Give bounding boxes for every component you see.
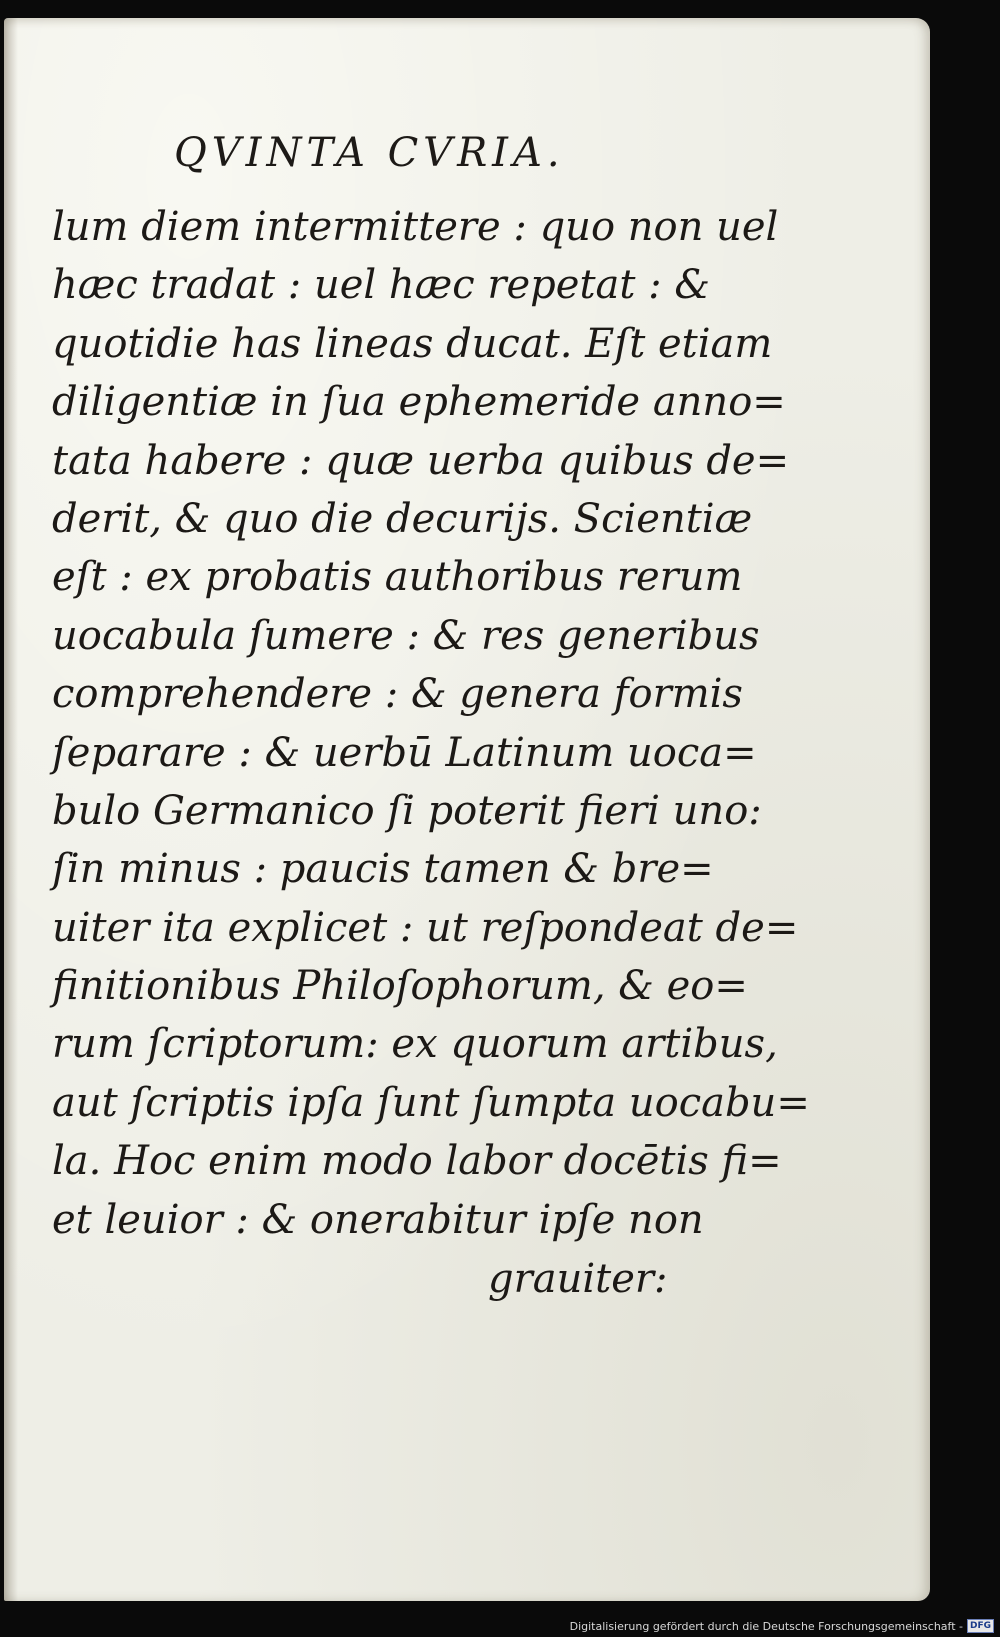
catchword: grauiter: — [488, 1256, 668, 1302]
page-gutter-shadow — [4, 18, 18, 1601]
text-line: et leuior : & onerabitur ipſe non — [52, 1196, 704, 1243]
text-line: uocabula ſumere : & res generibus — [52, 612, 760, 659]
text-line: eſt : ex probatis authoribus rerum — [52, 554, 743, 601]
text-line: ſeparare : & uerbū Latinum uoca= — [52, 729, 757, 776]
text-line: tata habere : quæ uerba quibus de= — [52, 437, 790, 484]
text-line: lum diem intermittere : quo non uel — [52, 204, 779, 250]
text-line: quotidie has lineas ducat. Eſt etiam — [52, 320, 773, 367]
text-line: uiter ita explicet : ut reſpondeat de= — [52, 904, 799, 951]
book-page — [4, 18, 930, 1601]
text-line: ſin minus : paucis tamen & bre= — [52, 846, 714, 893]
text-line: diligentiæ in ſua ephemeride anno= — [52, 379, 786, 426]
body-text — [52, 198, 810, 1249]
dfg-logo: DFG — [967, 1619, 994, 1633]
text-line: comprehendere : & genera formis — [52, 671, 743, 718]
digitization-credit — [570, 1619, 994, 1633]
text-line: rum ſcriptorum: ex quorum artibus, — [52, 1021, 778, 1068]
credit-text: Digitalisierung gefördert durch die Deutsche Forschungsgemeinschaft - — [569, 1619, 963, 1633]
text-line: finitionibus Philoſophorum, & eo= — [52, 963, 748, 1010]
text-line: derit, & quo die decurijs. Scientiæ — [52, 495, 753, 542]
running-header: QVINTA CVRIA. — [174, 130, 565, 176]
text-line: aut ſcriptis ipſa ſunt ſumpta uocabu= — [52, 1079, 810, 1126]
text-line: bulo Germanico ſi poterit fieri uno: — [52, 787, 762, 834]
text-line: hæc tradat : uel hæc repetat : & — [52, 262, 710, 309]
text-line: la. Hoc enim modo labor docētis fi= — [52, 1138, 782, 1185]
